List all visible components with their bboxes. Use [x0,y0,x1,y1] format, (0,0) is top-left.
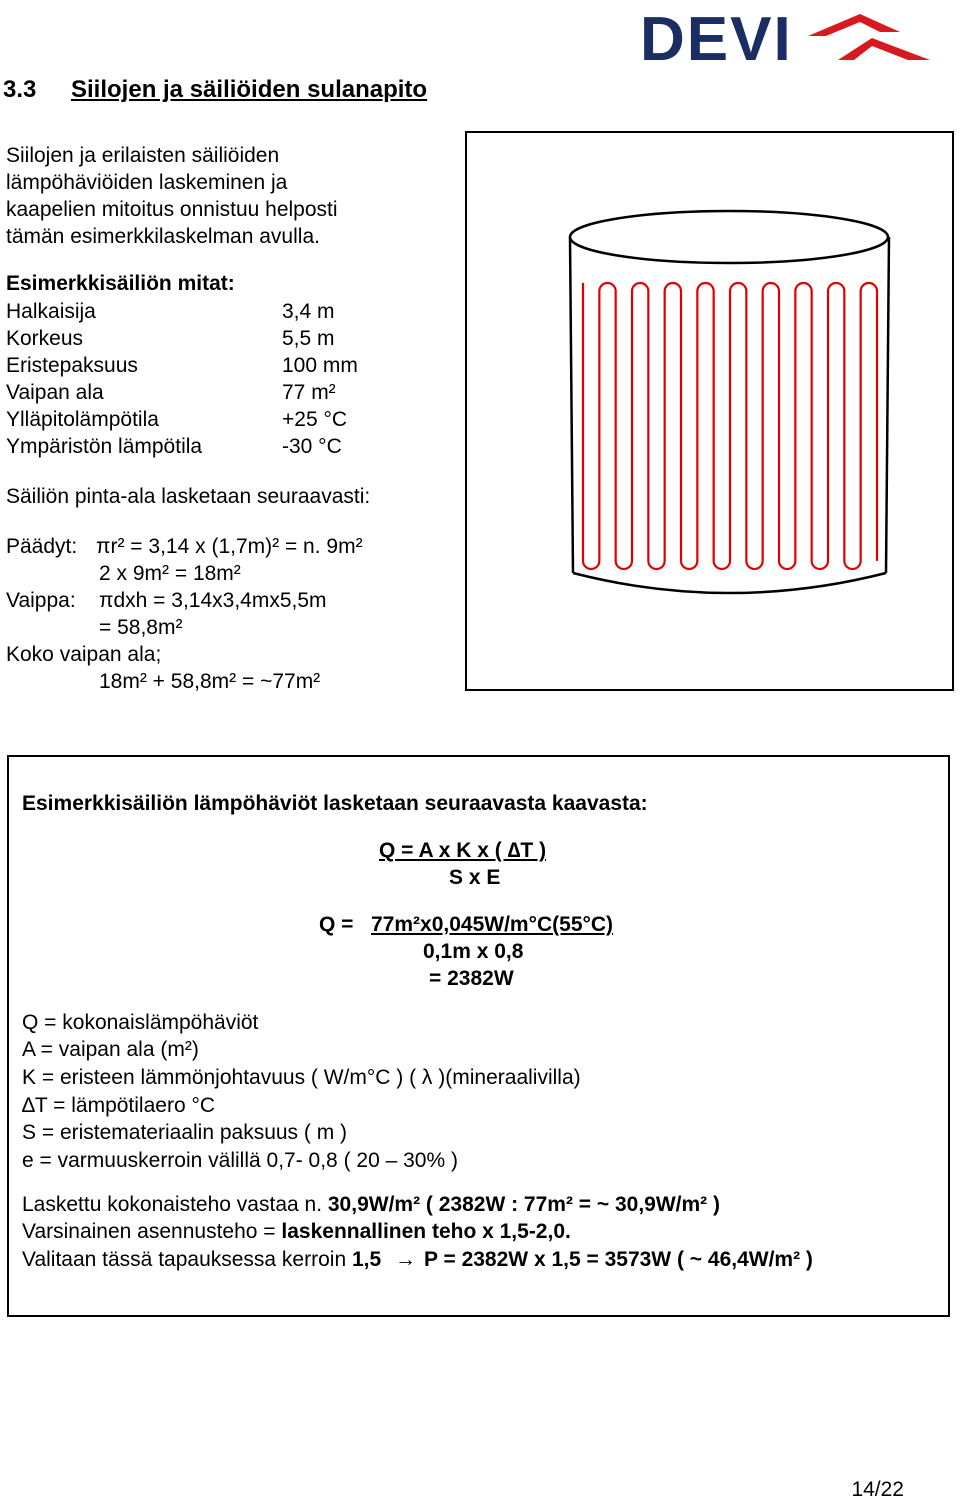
tank-side-left [570,237,573,573]
legend-line: e = varmuuskerroin välillä 0,7- 0,8 ( 20 – 30% ) [22,1149,458,1172]
tank-illustration [467,133,952,689]
tank-bottom [573,573,886,593]
intro-line: tämän esimerkkilaskelman avulla. [6,225,320,248]
tank-figure [465,131,954,691]
spec-label: Eristepaksuus [6,354,138,377]
general-formula-numerator: Q = A x K x ( ∆T ) [379,839,547,862]
total-formula: 18m² + 58,8m² = ~77m² [99,670,321,693]
legend-line: Q = kokonaislämpöhäviöt [22,1011,259,1034]
shell-result: = 58,8m² [99,616,183,639]
spec-label: Ympäristön lämpötila [6,435,203,458]
result-1-text: Laskettu kokonaisteho vastaa n. [22,1193,328,1216]
spec-label: Vaipan ala [6,381,104,404]
intro-line: kaapelien mitoitus onnistuu helposti [6,198,338,221]
ends-total: 2 x 9m² = 18m² [99,562,241,585]
svg-text:DEVI: DEVI [640,8,793,66]
result-line-2 [22,1219,571,1245]
result-2-value: laskennallinen teho x 1,5-2,0. [281,1220,571,1243]
intro-paragraph [6,142,386,250]
page-number: 14/22 [851,1478,904,1501]
formula-box [7,755,950,1317]
result-line-3 [22,1247,813,1273]
applied-formula-denominator: 0,1m x 0,8 [423,940,524,963]
spec-label: Korkeus [6,327,84,350]
applied-formula-result: = 2382W [429,967,514,990]
section-heading [3,76,427,104]
legend-line: ∆T = lämpötilaero °C [22,1094,216,1117]
spec-value: 77 m² [282,381,336,404]
ends-label: Päädyt: [6,535,78,558]
section-number: 3.3 [3,76,37,103]
result-1-value: 30,9W/m² ( 2382W : 77m² = ~ 30,9W/m² ) [327,1193,721,1216]
shell-label: Vaippa: [6,589,76,612]
spec-value: 3,4 m [282,300,335,323]
result-3-text: Valitaan tässä tapauksessa kerroin [22,1248,352,1271]
tank-top [570,211,888,263]
general-formula-denominator: S x E [449,866,501,889]
legend-line: K = eristeen lämmönjohtavuus ( W/m°C ) ( λ )(mineraalivilla) [22,1066,581,1089]
specs-title: Esimerkkisäiliön mitat: [6,272,235,295]
legend-line: S = eristemateriaalin paksuus ( m ) [22,1121,348,1144]
arrow-icon: → [395,1248,417,1271]
result-2-text: Varsinainen asennusteho = [22,1220,282,1243]
spec-label: Ylläpitolämpötila [6,408,159,431]
result-3-power: P = 2382W x 1,5 = 3573W ( ~ 46,4W/m² ) [424,1248,813,1271]
tank-side-right [886,237,889,573]
applied-formula-numerator: 77m²x0,045W/m°C(55°C) [371,913,614,936]
devi-logo [640,8,940,66]
spec-value: +25 °C [282,408,348,431]
spec-value: -30 °C [282,435,342,458]
spec-value: 100 mm [282,354,358,377]
section-title: Siilojen ja säiliöiden sulanapito [71,76,428,103]
ends-formula: πr² = 3,14 x (1,7m)² = n. 9m² [96,535,363,558]
legend-line: A = vaipan ala (m²) [22,1038,199,1061]
formula-title: Esimerkkisäiliön lämpöhäviöt lasketaan seuraavasta kaavasta: [22,792,648,815]
intro-line: lämpöhäviöiden laskeminen ja [6,171,288,194]
area-intro: Säiliön pinta-ala lasketaan seuraavasti: [6,485,371,508]
total-label: Koko vaipan ala; [6,643,162,666]
heating-cable-path [583,283,877,569]
result-line-1 [22,1192,720,1218]
result-3-factor: 1,5 [351,1248,382,1271]
shell-formula: πdxh = 3,14x3,4mx5,5m [99,589,327,612]
intro-line: Siilojen ja erilaisten säiliöiden [6,144,280,167]
heating-cable [583,283,877,569]
spec-label: Halkaisija [6,300,96,323]
area-calculation [0,530,460,693]
spec-value: 5,5 m [282,327,335,350]
applied-formula-prefix: Q = [319,913,354,936]
